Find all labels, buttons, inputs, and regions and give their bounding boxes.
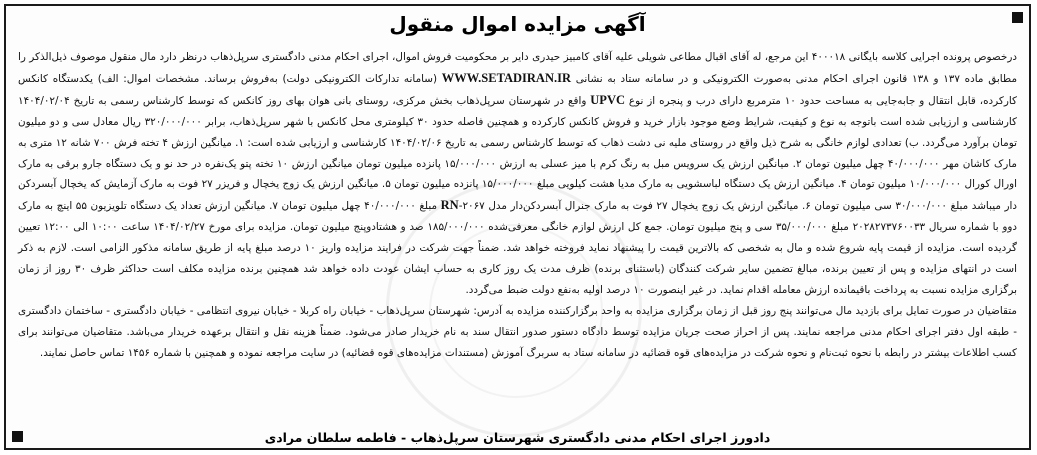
paragraph-text: (سامانه تدارکات الکترونیکی دولت) به‌فروش برساند. مشخصات اموال: الف) یکدستگاه کانکس کارکرده، قابل انتقال و جابه‌جایی به مساحت حدود ۱۰ مترمربع دارای درب و پنجره از نوع [18, 72, 1017, 107]
paragraph-text: درخصوص پرونده اجرایی کلاسه بایگانی ۴۰۰۰۱۸ این مرجع، له آقای اقبال مطاعی شویلی علیه آقای کامبیز حیدری دایر بر محکومیت فروش اموال، اجرای احکام مدنی دادگستری سرپل‌ذهاب درنظر دارد مال منقول موصوف ذیل‌الذکر را مطابق ماده ۱۳۷ و ۱۳۸ قانون اجرای احکام مدنی به‌صورت الکترونیکی و در سامانه ستاد به نشانی [18, 51, 1018, 85]
signature: دادورز اجرای احکام مدنی دادگستری شهرستان سرپل‌ذهاب - فاطمه سلطان مرادی [264, 430, 771, 445]
website-link[interactable]: WWW.SETADIRAN.IR [441, 70, 571, 85]
notice-title: آگهی مزایده اموال منقول [389, 12, 646, 36]
paragraph-text: مبلغ ۴۰/۰۰۰/۰۰۰ چهل میلیون تومان ۷. میانگین ارزش تعداد یک دستگاه تلویزیون ۵۵ اینچ به مارک دوو با شماره سریال ۲۰۲۸۲۷۳۷۶۰۰۳۳ مبلغ ۳۵/۰۰۰/۰۰۰ سی و پنج میلیون تومان. جمع کل ارزش لوازم خانگی معرفی‌شده ۱۸۵/۰۰۰/۰۰۰ صد و هشتادوپنج میلیون تومان. مزایده برای مورخ ۱۴۰۴/۰۲/۲۷ ساعت ۱۰:۰۰ الی ۱۲:۰۰ تعیین گردیده است. مزایده از قیمت پایه شروع شده و مال به شخصی که بالاترین قیمت را پیشنهاد نماید فروخته خواهد شد. ضمناً جهت شرکت در فرایند مزایده واریز ۱۰ درصد مبلغ پایه از طریق سامانه مذکور الزامی است. لازم به ذکر است در انتهای مزایده و پس از تعیین برنده، مبالغ تضمین سایر شرکت کنندگان (باستثنای برنده) ظرف مدت یک روز کاری به حساب ایشان عودت داده خواهد شد همچنین برنده مزایده مکلف است حداکثر ظرف ۳۰ روز از زمان برگزاری مزایده نسبت به پرداخت باقیمانده ارزش معامله اقدام نماید. در غیر اینصورت ۱۰ درصد اولیه به‌نفع دولت ضبط می‌گردد. [18, 200, 1017, 296]
notice-body [18, 47, 1017, 364]
model-code: RN [440, 198, 459, 213]
notice-paragraph-main [18, 47, 1017, 301]
paragraph-text: واقع در شهرستان سرپل‌ذهاب بخش مرکزی، روستای بانی هوان بهای روز کانکس که توسط کارشناس رسمی به تاریخ ۱۴۰۴/۰۲/۰۴ کارشناسی و ارزیابی شده است باتوجه به نوع و کیفیت، شرایط وضع موجود بازار خرید و فروش کانکس کارکرده و همچنین فاصله حدود ۳۰ کیلومتری محل کانکس با شهر سرپل‌ذهاب، برابر ۳۲۰/۰۰۰/۰۰۰ ریال معادل سی و دو میلیون تومان برآورد می‌گردد. ب) تعدادی لوازم خانگی به شرح ذیل واقع در روستای ملیه نی دشت ذهاب که توسط کارشناس رسمی به تاریخ ۱۴۰۴/۰۲/۰۶ کارشناسی و ارزیابی شده است: ۱. میانگین ارزش ۴ تخته فرش ۷۰۰ شانه ۱۲ متری به مارک کاشان مهر ۴۰/۰۰۰/۰۰۰ چهل میلیون تومان ۲. میانگین ارزش یک سرویس مبل به رنگ کرم با میز عسلی به ارزش ۱۵/۰۰۰/۰۰۰ پانزده میلیون تومان میانگین ارزش ۱۰ تخته پتو یک‌نفره در حد نو و یک دستگاه جارو برقی به مارک اورال کورال ۱۰/۰۰۰/۰۰۰ میلیون تومان ۴. میانگین ارزش یک دستگاه لباسشویی به مارک مدیا هشت کیلویی مبلغ ۱۵/۰۰۰/۰۰۰ پانزده میلیون تومان ۵. میانگین ارزش یک زوج یخچال و فریزر ۲۷ فوت به مارک آزمایش که یخچال آبسردکن دار میباشد مبلغ ۳۰/۰۰۰/۰۰۰ سی میلیون تومان ۶. میانگین ارزش یک زوج یخچال ۲۷ فوت به مارک جنرال آبسردکن‌دار مدل ۲۰۶۷- [18, 94, 1018, 213]
notice-frame [4, 4, 1031, 450]
notice-paragraph-visit: متقاضیان در صورت تمایل برای بازدید مال می‌توانند پنج روز قبل از زمان برگزاری مزایده به واحد برگزارکننده مزایده به آدرس: شهرستان سرپل‌ذهاب - خیابان راه کربلا - خیابان نیروی انتظامی - خیابان دادگستری - ساختمان دادگستری - طبقه اول دفتر اجرای احکام مدنی مراجعه نمایند. پس از احراز صحت جریان مزایده توسط دادگاه دستور صدور انتقال سند به نام خریدار صادر می‌شود. ضمناً هزینه نقل و انتقال برعهده خریدار می‌باشد. متقاضیان می‌توانند برای کسب اطلاعات بیشتر در رابطه با نحوه ثبت‌نام و نحوه شرکت در مزایده‌های قوه قضائیه در سامانه ستاد به سربرگ آموزش (مستندات مزایده‌های قوه قضائیه) در سایت مراجعه نموده و همچنین با شماره ۱۴۵۶ تماس حاصل نمایند. [18, 304, 1017, 359]
material-type: UPVC [590, 92, 625, 107]
